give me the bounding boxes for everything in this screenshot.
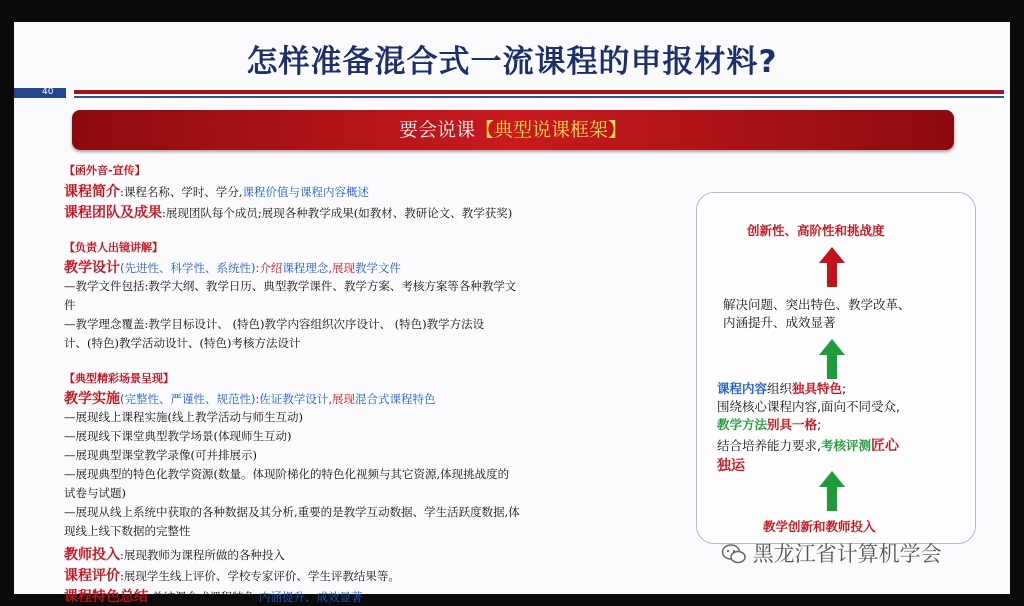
- highlight-text: 教学方法: [717, 417, 768, 432]
- wechat-watermark: [722, 538, 942, 568]
- highlight-text: 考核评测: [820, 438, 871, 453]
- heading-evaluation: 课程评价: [64, 568, 120, 584]
- bullet-line: —展现典型课堂教学录像(可并排展示): [64, 448, 257, 462]
- red-text: 别具一格: [767, 417, 818, 432]
- bullet-line: —展现线下课堂典型教学场景(体现师生互动): [64, 429, 292, 443]
- heading-teaching-design: 教学设计: [64, 260, 120, 276]
- highlight-text: 佐证教学设计: [259, 392, 329, 406]
- line-teaching-implementation: [64, 388, 436, 408]
- highlight-text: 教学文件: [355, 261, 402, 275]
- line-teacher-input: [64, 544, 285, 564]
- page-number: 40: [42, 87, 54, 97]
- line-team: [64, 202, 512, 222]
- line-course-evaluation: [64, 565, 400, 585]
- text: 结合培养能力要求,: [717, 438, 821, 453]
- bullet-line: —展现线上课程实施(线上教学活动与师生互动): [64, 410, 303, 424]
- panel-method-line: [717, 415, 821, 433]
- arrow-up-red-icon: [819, 247, 845, 287]
- red-text: ,展现: [328, 261, 356, 275]
- banner-highlight: 【典型说课框架】: [475, 119, 628, 141]
- arrow-up-green-icon: [819, 339, 845, 379]
- text: :展现学生线上评价、学校专家评价、学生评教结果等。: [120, 569, 400, 583]
- highlight-text: 课程价值与课程内容概述: [242, 185, 370, 199]
- highlight-text: 混合式课程特色: [355, 392, 436, 406]
- heading-implementation: 教学实施: [64, 391, 120, 407]
- section-title-leader: 【负责人出镜讲解】: [64, 241, 163, 254]
- highlight-text: (先进性、科学性、系统性): [120, 261, 256, 275]
- panel-mid-line1: 解决问题、突出特色、教学改革、: [723, 297, 911, 312]
- slide-title: 怎样准备混合式一流课程的申报材料?: [246, 44, 778, 80]
- bullet-line: 现线上线下数据的完整性: [64, 524, 191, 538]
- highlight-text: 课程理念: [282, 261, 329, 275]
- panel-content-line: [717, 379, 846, 397]
- panel-assessment-line: [717, 435, 899, 455]
- bullet-line: 试卷与试题): [64, 486, 126, 500]
- highlight-text: (完整性、严谨性、规范性): [120, 392, 256, 406]
- red-text: 匠心: [871, 438, 899, 454]
- highlight-text: 课程内容: [717, 381, 768, 396]
- highlight-text: 内涵提升、成效显著: [259, 590, 363, 604]
- header-rule-tab: [14, 88, 66, 98]
- text: 。: [362, 590, 375, 604]
- panel-assessment-end: 独运: [717, 458, 745, 474]
- red-text: :介绍: [255, 261, 283, 275]
- section-banner: [72, 110, 954, 150]
- text: ;: [842, 381, 847, 396]
- section-title-publicity: 【函外音-宣传】: [64, 164, 146, 177]
- bullet-line: —展现从线上系统中获取的各种数据及其分析,重要的是教学互动数据、学生活跃度数据,体: [64, 505, 520, 519]
- red-text: 独具特色: [792, 381, 843, 396]
- panel-audience-line: 围绕核心课程内容,面向不同受众,: [717, 399, 900, 414]
- line-teaching-design: [64, 257, 401, 277]
- text: :课程名称、学时、学分,: [120, 185, 243, 199]
- panel-bottom-foundation: 教学创新和教师投入: [763, 519, 876, 534]
- header-rule-red: [74, 90, 1004, 94]
- header-rule-thin: [74, 96, 1004, 98]
- watermark-text: 黑龙江省计算机学会: [752, 542, 942, 566]
- panel-mid-line2: 内涵提升、成效显著: [723, 315, 836, 330]
- framework-panel: [696, 192, 976, 544]
- heading-summary: 课程特色总结: [64, 589, 148, 605]
- panel-top-goal: 创新性、高阶性和挑战度: [747, 223, 885, 238]
- bullet-line: —教学理念覆盖:教学目标设计、 (特色)教学内容组织次序设计、 (特色)教学方法设: [64, 317, 485, 331]
- heading-teacher-input: 教师投入: [64, 547, 120, 563]
- text: :展现团队每个成员;展现各种教学成果(如教材、教研论文、教学获奖): [162, 206, 513, 220]
- bullet-line: —教学文件包括:教学大纲、教学日历、典型教学课件、教学方案、考核方案等各种教学文: [64, 279, 517, 293]
- slide: [14, 22, 1010, 605]
- text: 组织: [767, 381, 793, 396]
- red-text: :: [255, 392, 260, 406]
- wechat-icon: [722, 544, 746, 564]
- bullet-line: —展现典型的特色化教学资源(数量。体现阶梯化的特色化视频与其它资源,体现挑战度的: [64, 467, 510, 481]
- bullet-line: 件: [64, 298, 76, 312]
- heading-course-intro: 课程简介: [64, 184, 120, 200]
- bullet-line: 计、(特色)教学活动设计、(特色)考核方法设计: [64, 336, 301, 350]
- red-text: ,展现: [328, 392, 356, 406]
- section-title-scenes: 【典型精彩场景呈现】: [64, 372, 174, 385]
- line-feature-summary: [64, 586, 374, 606]
- text: :总结混合式课程特色,: [148, 590, 260, 604]
- heading-team: 课程团队及成果: [64, 205, 162, 221]
- line-course-intro: [64, 181, 369, 201]
- text: :展现教师为课程所做的各种投入: [120, 548, 285, 562]
- arrow-up-green-icon: [819, 471, 845, 511]
- banner-main: 要会说课: [398, 119, 475, 141]
- text: ;: [817, 417, 822, 432]
